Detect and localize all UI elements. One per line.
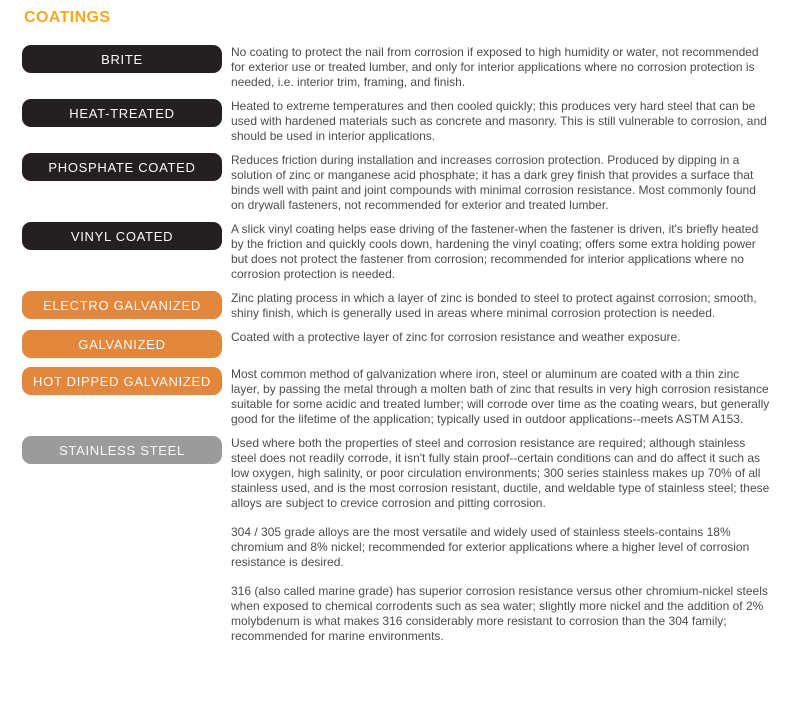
badge-heat-treated [22, 99, 222, 127]
badge-stainless-steel [22, 436, 222, 464]
badge-vinyl-coated [22, 222, 222, 250]
badge-label: HOT DIPPED GALVANIZED [33, 373, 211, 389]
description-paragraph: 304 / 305 grade alloys are the most versatile and widely used of stainless steels-contains 18% chromium and 8% nickel; recommended for exterior applications where a higher level of corrosion resistance is desired. [231, 525, 750, 569]
coating-row-heat-treated [22, 98, 771, 144]
description-paragraph: Zinc plating process in which a layer of zinc is bonded to steel to protect against corrosion; smooth, shiny finish, which is generally used in areas where minimal corrosion protection is needed. [231, 291, 757, 320]
coating-description [231, 44, 771, 90]
description-paragraph: A slick vinyl coating helps ease driving of the fastener-when the fastener is driven, it's briefly heated by the friction and quickly cools down, hardening the vinyl coating; offers some extra holding power but does not protect the fastener from corrosion; recommended for interior applications where no corrosion protection is needed. [231, 222, 759, 281]
badge-brite [22, 45, 222, 73]
badge-label: VINYL COATED [70, 228, 174, 244]
coating-description [231, 98, 771, 144]
badge-phosphate-coated [22, 153, 222, 181]
coating-description [231, 221, 771, 282]
page-title: COATINGS [24, 9, 111, 26]
coating-row-hot-dipped-galvanized [22, 366, 771, 427]
badge-label: BRITE [101, 51, 143, 67]
coating-description [231, 152, 771, 213]
description-paragraph: Most common method of galvanization where iron, steel or aluminum are coated with a thin zinc layer, by passing the metal through a molten bath of zinc that results in very high corrosion resistance suitable for some acidic and treated lumber; will corrode over time as the coating wears, but generally good for the lifetime of the application; typically used in outdoor applications--meets ASTM A153. [231, 367, 770, 426]
badge-label: ELECTRO GALVANIZED [42, 297, 202, 313]
coating-row-brite [22, 44, 771, 90]
badge-label: STAINLESS STEEL [59, 442, 185, 458]
coating-description [231, 290, 771, 321]
description-paragraph: Used where both the properties of steel and corrosion resistance are required; although stainless steel does not readily corrode, it isn't fully stain proof--certain conditions can and do affect it such as low oxygen, high salinity, or poor circulation environments; 300 series stainless makes up 70% of all stainless used, and is the most corrosion resistant, ductile, and weldable type of stainless steel; these alloys are subject to crevice corrosion and pitting corrosion. [231, 436, 770, 510]
badge-label: HEAT-TREATED [69, 105, 175, 121]
coating-row-galvanized [22, 329, 771, 358]
description-paragraph: Heated to extreme temperatures and then cooled quickly; this produces very hard steel that can be used with hardened materials such as concrete and masonry. This is still vulnerable to corrosion, and should be used in interior applications. [231, 99, 767, 143]
coating-description [231, 329, 681, 345]
coating-row-phosphate-coated [22, 152, 771, 213]
coating-description [231, 366, 771, 427]
badge-label: GALVANIZED [78, 336, 166, 352]
badge-label: PHOSPHATE COATED [48, 159, 196, 175]
badge-hot-dipped-galvanized [22, 367, 222, 395]
coating-row-electro-galvanized [22, 290, 771, 321]
badge-galvanized [22, 330, 222, 358]
description-paragraph: 316 (also called marine grade) has superior corrosion resistance versus other chromium-nickel steels when exposed to chemical corrodents such as sea water; slightly more nickel and the addition of 2% molybdenum is what makes 316 considerably more resistant to corrosion than the 304 family; recommended for marine environments. [231, 584, 768, 643]
description-paragraph: Reduces friction during installation and increases corrosion protection. Produced by dipping in a solution of zinc or manganese acid phosphate; it has a dark grey finish that provides a surface that binds well with paint and joint compounds with minimal corrosion resistance. Most commonly found on drywall fasteners, not recommended for exterior and treated lumber. [231, 153, 756, 212]
coating-description [231, 435, 771, 644]
badge-electro-galvanized [22, 291, 222, 319]
description-paragraph: Coated with a protective layer of zinc for corrosion resistance and weather exposure. [231, 330, 681, 344]
description-paragraph: No coating to protect the nail from corrosion if exposed to high humidity or water, not recommended for exterior use or treated lumber, and only for interior applications where no corrosion protection is needed, i.e. interior trim, framing, and finish. [231, 45, 759, 89]
coating-row-vinyl-coated [22, 221, 771, 282]
coating-row-stainless-steel [22, 435, 771, 644]
